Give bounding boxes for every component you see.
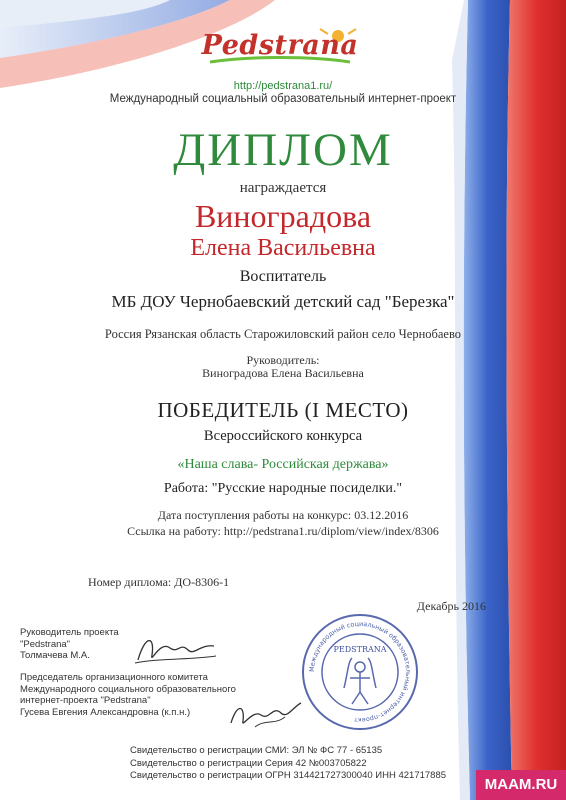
- supervisor-label: Руководитель:: [246, 353, 320, 367]
- committee-chair-block: [20, 672, 260, 718]
- chair-line1: Председатель организационного комитета: [20, 672, 208, 683]
- stamp-figure-icon: [344, 658, 376, 704]
- official-stamp: [300, 612, 420, 732]
- registration-block: [130, 745, 460, 783]
- chair-line4: Гусева Евгения Александровна (к.п.н.): [20, 706, 191, 718]
- chair-line2: Международного социального образовательного: [20, 683, 236, 695]
- registration-line1: Свидетельство о регистрации СМИ: ЭЛ № ФС 77 - 65135: [130, 745, 383, 756]
- stamp-center-text: PEDSTRANA: [333, 645, 387, 654]
- winner-title: ПОБЕДИТЕЛЬ (I МЕСТО): [157, 398, 409, 422]
- site-url: http://pedstrana1.ru/: [233, 80, 333, 92]
- project-head-line2: "Pedstrana": [20, 638, 71, 650]
- contest-name: «Наша слава- Российская держава»: [177, 457, 389, 472]
- maam-badge[interactable]: MAAM.RU: [476, 770, 566, 800]
- stamp-ring-text: Международный социальный образовательный интернет-проект: [307, 619, 413, 725]
- work-link: Ссылка на работу: http://pedstrana1.ru/diplom/view/index/8306: [127, 524, 439, 538]
- issue-date: Декабрь 2016: [416, 599, 486, 613]
- chair-line3: интернет-проекта "Pedstrana": [20, 695, 151, 706]
- date-received: Дата поступления работы на конкурс: 03.12.2016: [157, 508, 409, 522]
- signature-chair: [225, 695, 305, 733]
- project-head-line3: Толмачева М.А.: [20, 650, 90, 661]
- supervisor-name: Виноградова Елена Васильевна: [202, 366, 364, 380]
- diploma-title: ДИПЛОМ: [173, 124, 393, 176]
- recipient-organization: МБ ДОУ Чернобаевский детский сад "Березка": [111, 292, 455, 311]
- registration-line3: Свидетельство о регистрации ОГРН 314421727300040 ИНН 421717885: [130, 770, 447, 781]
- pedstrana-logo: [190, 26, 370, 66]
- recipient-given-names: Елена Васильевна: [190, 235, 376, 261]
- signature-head: [130, 630, 220, 670]
- logo-text: Pedstrana: [201, 30, 359, 61]
- registration-line2: Свидетельство о регистрации Серия 42 №003705822: [130, 757, 367, 769]
- project-name: Международный социальный образовательный интернет-проект: [109, 93, 457, 105]
- work-title: Работа: "Русские народные посиделки.": [163, 481, 403, 496]
- awarded-text: награждается: [239, 180, 327, 196]
- recipient-position: Воспитатель: [239, 268, 327, 285]
- contest-type: Всероссийского конкурса: [203, 428, 363, 444]
- recipient-surname: Виноградова: [194, 198, 372, 234]
- project-head-line1: Руководитель проекта: [20, 627, 119, 638]
- diploma-number: Номер диплома: ДО-8306-1: [88, 575, 230, 589]
- recipient-address: Россия Рязанская область Старожиловский район село Чернобаево: [104, 327, 462, 341]
